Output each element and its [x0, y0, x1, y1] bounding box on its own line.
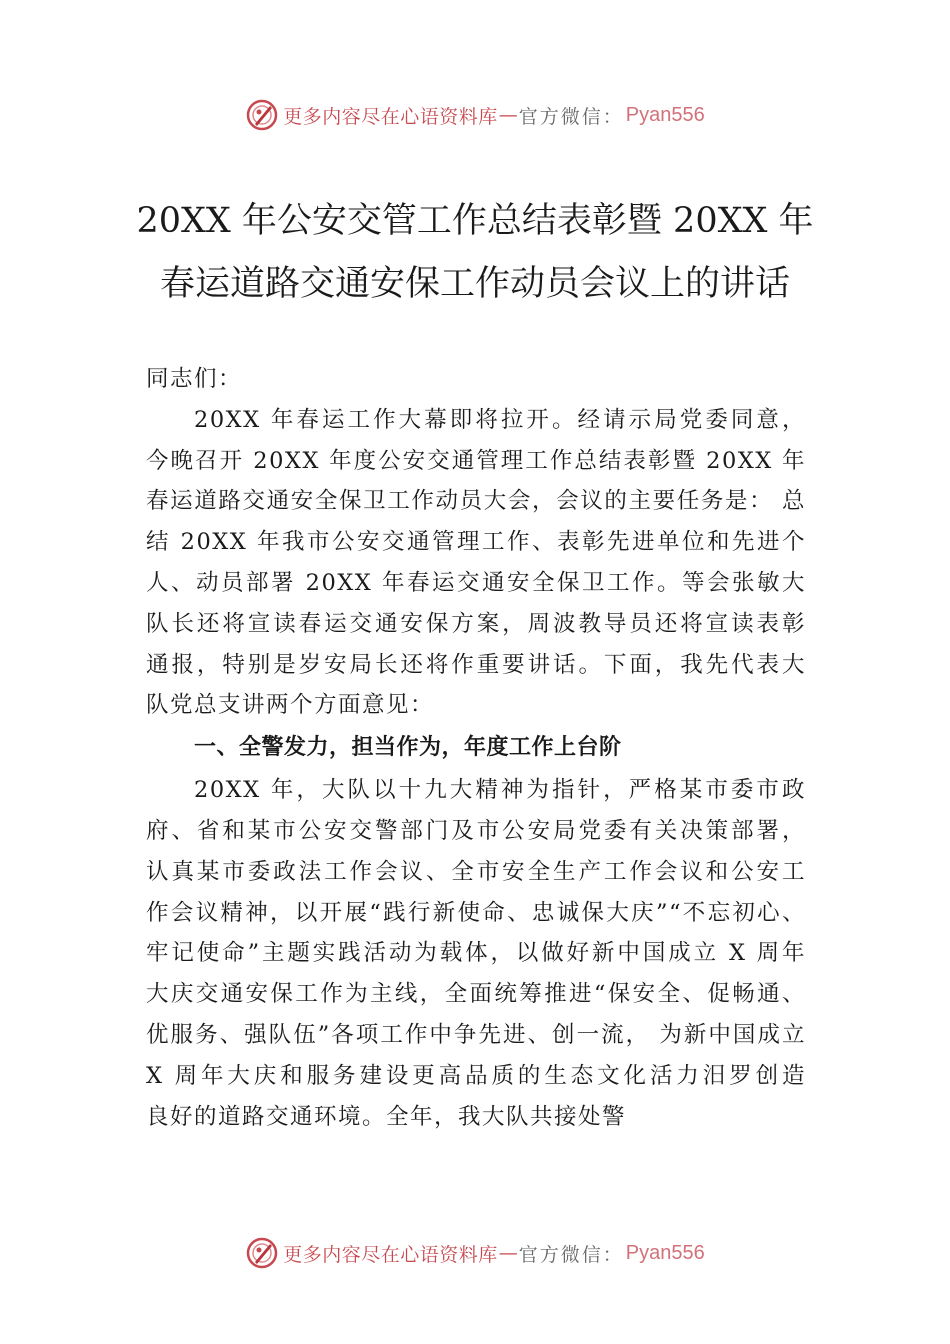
paragraph-line: 大庆交通安保工作为主线，全面统筹推进“保安全、促畅通、 — [146, 981, 806, 1008]
watermark-label: 官方微信： — [518, 105, 624, 128]
document-body — [146, 359, 806, 1137]
paragraph-line: 优服务、强队伍”各项工作中争先进、创一流， 为新中国成立 — [146, 1021, 806, 1048]
watermark-label: 官方微信： — [518, 1243, 624, 1266]
watermark-footer — [0, 1233, 950, 1273]
title-line-1: 20XX 年公安交管工作总结表彰暨 20XX 年 — [136, 201, 814, 241]
paragraph-line: X 周年大庆和服务建设更高品质的生态文化活力汨罗创造 — [146, 1062, 806, 1089]
watermark-dash: — — [498, 1242, 518, 1264]
paragraph-line: 20XX 年春运工作大幕即将拉开。经请示局党委同意， — [194, 406, 806, 433]
logo-icon — [245, 1236, 279, 1270]
paragraph-1 — [146, 400, 806, 726]
paragraph-line: 通报，特别是岁安局长还将作重要讲话。下面，我先代表大 — [146, 651, 806, 678]
title-line-2: 春运道路交通安保工作动员会议上的讲话 — [159, 264, 790, 304]
paragraph-line: 今晚召开 20XX 年度公安交通管理工作总结表彰暨 20XX 年 — [146, 447, 806, 474]
logo-icon — [245, 98, 279, 132]
watermark-header — [0, 95, 950, 135]
paragraph-line: 人、动员部署 20XX 年春运交通安全保卫工作。等会张敏大 — [146, 569, 806, 596]
watermark-brand: 更多内容尽在心语资料库 — [283, 105, 498, 128]
document-title — [130, 190, 820, 316]
watermark-dash: — — [498, 104, 518, 126]
paragraph-line: 20XX 年，大队以十九大精神为指针，严格某市委市政 — [194, 777, 806, 804]
salutation: 同志们： — [146, 366, 243, 392]
paragraph-line: 牢记使命”主题实践活动为载体，以做好新中国成立 X 周年 — [146, 940, 806, 967]
paragraph-2 — [146, 770, 806, 1137]
section-heading: 一、全警发力，担当作为，年度工作上台阶 — [194, 735, 622, 761]
paragraph-line: 春运道路交通安全保卫工作动员大会，会议的主要任务是： 总 — [146, 488, 806, 515]
watermark-id: Pyan556 — [625, 1241, 705, 1264]
paragraph-line: 良好的道路交通环境。全年，我大队共接处警 — [146, 1103, 627, 1130]
paragraph-line: 队党总支讲两个方面意见： — [146, 692, 435, 719]
paragraph-line: 认真某市委政法工作会议、全市安全生产工作会议和公安工 — [146, 858, 806, 885]
paragraph-line: 结 20XX 年我市公安交通管理工作、表彰先进单位和先进个 — [146, 529, 806, 556]
watermark-id: Pyan556 — [625, 103, 705, 126]
paragraph-line: 府、省和某市公安交警部门及市公安局党委有关决策部署， — [146, 817, 806, 844]
paragraph-line: 队长还将宣读春运交通安保方案，周波教导员还将宣读表彰 — [146, 610, 806, 637]
paragraph-line: 作会议精神，以开展“践行新使命、忠诚保大庆”“不忘初心、 — [146, 899, 806, 926]
watermark-brand: 更多内容尽在心语资料库 — [283, 1243, 498, 1266]
